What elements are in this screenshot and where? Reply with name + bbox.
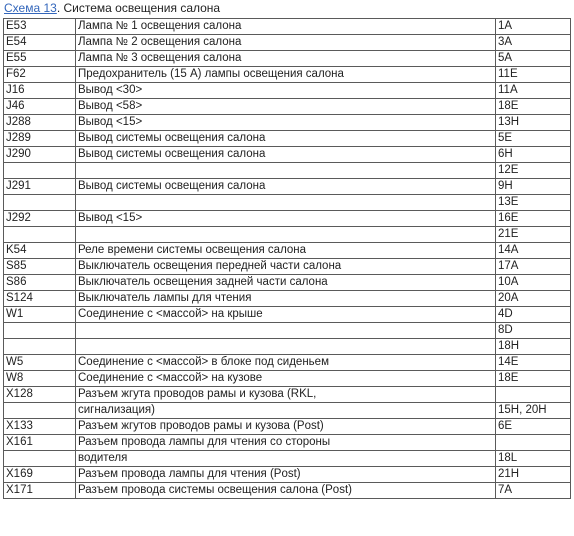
component-description-cell: сигнализация) <box>76 403 496 419</box>
table-row <box>4 419 571 435</box>
component-code-cell <box>4 451 76 467</box>
diagram-location-cell: 18H <box>496 339 571 355</box>
table-row <box>4 83 571 99</box>
component-code-cell: J291 <box>4 179 76 195</box>
table-row <box>4 275 571 291</box>
component-description-cell: Разъем провода системы освещения салона (Post) <box>76 483 496 499</box>
diagram-location-cell: 1A <box>496 19 571 35</box>
component-code-cell: X128 <box>4 387 76 403</box>
component-description-cell: Вывод <30> <box>76 83 496 99</box>
diagram-location-cell: 21H <box>496 467 571 483</box>
diagram-location-cell: 17A <box>496 259 571 275</box>
component-description-cell <box>76 323 496 339</box>
diagram-location-cell: 6H <box>496 147 571 163</box>
caption-separator: . <box>56 1 61 15</box>
diagram-location-cell: 8D <box>496 323 571 339</box>
diagram-location-cell <box>496 435 571 451</box>
table-row <box>4 163 571 179</box>
diagram-location-cell: 5A <box>496 51 571 67</box>
diagram-location-cell: 18E <box>496 371 571 387</box>
component-code-cell: S124 <box>4 291 76 307</box>
component-code-cell: S86 <box>4 275 76 291</box>
table-row <box>4 243 571 259</box>
diagram-location-cell: 18E <box>496 99 571 115</box>
diagram-location-cell: 16E <box>496 211 571 227</box>
caption-title: Система освещения салона <box>60 1 221 15</box>
component-description-cell <box>76 227 496 243</box>
component-description-cell: Вывод системы освещения салона <box>76 147 496 163</box>
diagram-location-cell: 14E <box>496 355 571 371</box>
component-description-cell: Разъем провода лампы для чтения (Post) <box>76 467 496 483</box>
component-description-cell: Вывод системы освещения салона <box>76 179 496 195</box>
table-row <box>4 451 571 467</box>
component-description-cell: Разъем жгутов проводов рамы и кузова (Post) <box>76 419 496 435</box>
table-row <box>4 115 571 131</box>
diagram-location-cell: 11A <box>496 83 571 99</box>
component-code-cell: W1 <box>4 307 76 323</box>
diagram-location-cell <box>496 387 571 403</box>
table-row <box>4 19 571 35</box>
table-row <box>4 131 571 147</box>
table-row <box>4 371 571 387</box>
component-description-cell: Выключатель освещения задней части салона <box>76 275 496 291</box>
component-description-cell: Соединение с <массой> на крыше <box>76 307 496 323</box>
table-row <box>4 403 571 419</box>
diagram-location-cell: 21E <box>496 227 571 243</box>
diagram-location-cell: 5E <box>496 131 571 147</box>
component-description-cell: Вывод <15> <box>76 115 496 131</box>
table-row <box>4 259 571 275</box>
component-code-cell: J16 <box>4 83 76 99</box>
table-row <box>4 227 571 243</box>
component-description-cell: Выключатель лампы для чтения <box>76 291 496 307</box>
component-table-body <box>4 19 571 499</box>
diagram-location-cell: 13E <box>496 195 571 211</box>
component-code-cell: J288 <box>4 115 76 131</box>
table-row <box>4 323 571 339</box>
diagram-location-cell: 12E <box>496 163 571 179</box>
component-code-cell <box>4 163 76 179</box>
table-row <box>4 195 571 211</box>
diagram-location-cell: 14A <box>496 243 571 259</box>
component-table <box>3 18 571 499</box>
component-description-cell: Разъем жгута проводов рамы и кузова (RKL, <box>76 387 496 403</box>
component-description-cell <box>76 195 496 211</box>
diagram-location-cell: 7A <box>496 483 571 499</box>
component-code-cell: J46 <box>4 99 76 115</box>
table-row <box>4 179 571 195</box>
table-row <box>4 211 571 227</box>
table-row <box>4 387 571 403</box>
component-code-cell: J290 <box>4 147 76 163</box>
table-row <box>4 467 571 483</box>
table-row <box>4 435 571 451</box>
diagram-location-cell: 15H, 20H <box>496 403 571 419</box>
component-code-cell <box>4 323 76 339</box>
table-row <box>4 67 571 83</box>
component-description-cell <box>76 163 496 179</box>
component-code-cell: X171 <box>4 483 76 499</box>
component-code-cell: X133 <box>4 419 76 435</box>
component-code-cell <box>4 227 76 243</box>
component-description-cell: Вывод <58> <box>76 99 496 115</box>
table-row <box>4 147 571 163</box>
scheme-link[interactable]: Схема 13 <box>4 1 57 15</box>
diagram-location-cell: 4D <box>496 307 571 323</box>
diagram-location-cell: 13H <box>496 115 571 131</box>
diagram-location-cell: 9H <box>496 179 571 195</box>
component-description-cell <box>76 339 496 355</box>
component-description-cell: водителя <box>76 451 496 467</box>
component-code-cell: W5 <box>4 355 76 371</box>
component-description-cell: Вывод системы освещения салона <box>76 131 496 147</box>
component-description-cell: Вывод <15> <box>76 211 496 227</box>
component-code-cell: W8 <box>4 371 76 387</box>
table-row <box>4 35 571 51</box>
component-description-cell: Соединение с <массой> в блоке под сиденьем <box>76 355 496 371</box>
diagram-location-cell: 20A <box>496 291 571 307</box>
table-row <box>4 291 571 307</box>
table-row <box>4 99 571 115</box>
table-row <box>4 339 571 355</box>
component-description-cell: Лампа № 3 освещения салона <box>76 51 496 67</box>
component-code-cell: J289 <box>4 131 76 147</box>
component-code-cell: F62 <box>4 67 76 83</box>
table-row <box>4 51 571 67</box>
component-description-cell: Реле времени системы освещения салона <box>76 243 496 259</box>
diagram-location-cell: 3A <box>496 35 571 51</box>
component-description-cell: Разъем провода лампы для чтения со стороны <box>76 435 496 451</box>
component-code-cell: K54 <box>4 243 76 259</box>
component-code-cell: X161 <box>4 435 76 451</box>
diagram-location-cell: 11E <box>496 67 571 83</box>
component-code-cell: E53 <box>4 19 76 35</box>
component-description-cell: Соединение с <массой> на кузове <box>76 371 496 387</box>
component-code-cell <box>4 195 76 211</box>
component-code-cell: S85 <box>4 259 76 275</box>
diagram-location-cell: 18L <box>496 451 571 467</box>
table-row <box>4 483 571 499</box>
component-code-cell: E55 <box>4 51 76 67</box>
scheme-caption <box>4 1 220 16</box>
diagram-location-cell: 10A <box>496 275 571 291</box>
component-code-cell: X169 <box>4 467 76 483</box>
component-description-cell: Выключатель освещения передней части салона <box>76 259 496 275</box>
component-description-cell: Лампа № 2 освещения салона <box>76 35 496 51</box>
component-description-cell: Предохранитель (15 А) лампы освещения салона <box>76 67 496 83</box>
table-row <box>4 355 571 371</box>
component-code-cell <box>4 403 76 419</box>
table-row <box>4 307 571 323</box>
component-description-cell: Лампа № 1 освещения салона <box>76 19 496 35</box>
diagram-location-cell: 6E <box>496 419 571 435</box>
component-code-cell <box>4 339 76 355</box>
component-code-cell: E54 <box>4 35 76 51</box>
component-code-cell: J292 <box>4 211 76 227</box>
